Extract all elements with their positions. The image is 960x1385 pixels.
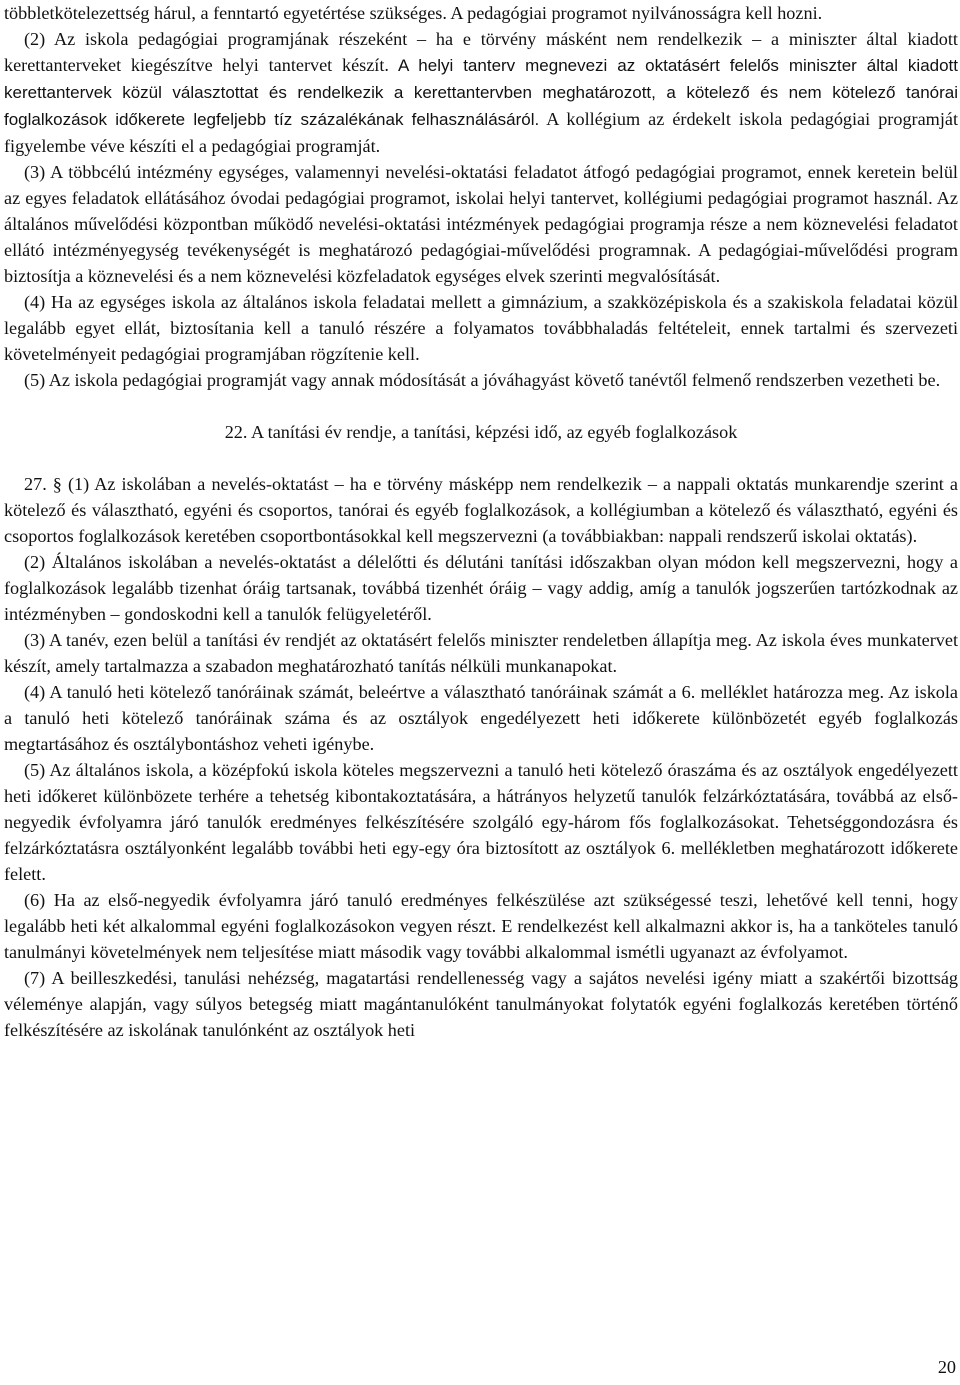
page-number: 20 xyxy=(937,1357,956,1377)
paragraph-27-3 xyxy=(4,627,958,679)
paragraph-text: (2) Az iskola pedagógiai programjának részeként – ha e törvény másként nem rendelkezik – a miniszter által kiadott kerettanterveket kiegészítve helyi tantervet készít. xyxy=(4,29,958,75)
paragraph-text: A kollégium az érdekelt iskola pedagógiai programját figyelembe véve készíti el a pedagógiai programját. xyxy=(4,109,958,156)
paragraph-text: Az iskola a tanuló heti kötelező tanóráinak száma és az osztályok engedélyezett heti időkerete különbözetét egyéb foglalkozás megtartásához és osztálybontáshoz veheti igénybe. xyxy=(4,682,959,754)
paragraph-text: (4) A tanuló heti kötelező tanóráinak számát, beleértve a választható tanóráinak számát a 6. melléklet határozza meg. xyxy=(24,682,889,702)
paragraph-27-1 xyxy=(4,471,958,549)
paragraph-text: (3) A tanév, ezen belül a tanítási év rendjét az oktatásért felelős miniszter rendeletben állapítja meg. Az iskola éves munkatervet készít, amely tartalmazza a szabadon meghatározható tanítás nélküli munkanapokat. xyxy=(4,630,958,676)
paragraph-27-2 xyxy=(4,549,958,627)
paragraph-21-4 xyxy=(4,289,958,367)
paragraph-27-5 xyxy=(4,757,958,887)
paragraph-text: (3) A többcélú intézmény egységes, valamennyi nevelési-oktatási feladatot átfogó pedagógiai programot, ennek keretein belül az egyes feladatok ellátásához óvodai pedagógiai programot, iskolai helyi tantervet, kollégiumi pedagógiai programot használ. Az általános művelődési központban működő nevelési-oktatási intézmények pedagógiai programja része a nem köznevelési feladatot ellátó intézményegység tevékenységét is meghatározó pedagógiai-művelődési programnak. A pedagógiai-művelődési program biztosítja a köznevelési és a nem köznevelési közfeladatok egységes elvek szerinti megvalósítását. xyxy=(4,162,958,286)
document-page xyxy=(4,0,958,1043)
paragraph-27-4 xyxy=(4,679,958,757)
paragraph-text: (4) Ha az egységes iskola az általános iskola feladatai mellett a gimnázium, a szakközépiskola és a szakiskola feladatai közül legalább egyet ellát, biztosítania kell a tanuló részére a folyamatos továbbhaladás feltételeit, ennek tartalmi és szervezeti követelményeit pedagógiai programjában rögzítenie kell. xyxy=(4,292,958,364)
section-heading xyxy=(4,419,958,445)
paragraph-text: (7) A beilleszkedési, tanulási nehézség, magatartási rendellenesség vagy a sajátos nevelési igény miatt a szakértői bizottság véleménye alapján, vagy súlyos betegség miatt magántanulóként tanulmányokat folytatók egyéni foglalkozás keretében történő felkészítésére az iskolának tanulónként az osztályok heti xyxy=(4,968,958,1040)
paragraph-21-2 xyxy=(4,26,958,159)
section-heading-text: 22. A tanítási év rendje, a tanítási, képzési idő, az egyéb foglalkozások xyxy=(224,422,738,442)
paragraph-21-3 xyxy=(4,159,958,289)
paragraph-text: többletkötelezettség hárul, a fenntartó egyetértése szükséges. A pedagógiai programot nyilvánosságra kell hozni. xyxy=(4,3,823,23)
paragraph-text: 27. § (1) Az iskolában a nevelés-oktatást – ha e törvény másképp nem rendelkezik – a nappali oktatás munkarendje szerint a kötelező és választható, egyéni és csoportos, tanórai és egyéb foglalkozások, a kollégiumban a kötelező és választható, egyéni és csoportos foglalkozások keretében csoportbontásokkal kell megszervezni (a továbbiakban: nappali rendszerű iskolai oktatás). xyxy=(4,474,958,546)
paragraph-27-7 xyxy=(4,965,958,1043)
paragraph-text: (5) Az iskola pedagógiai programját vagy annak módosítását a jóváhagyást követő tanévtől felmenő rendszerben vezetheti be. xyxy=(24,370,941,390)
paragraph-21-5 xyxy=(4,367,958,393)
paragraph-text: (2) Általános iskolában a nevelés-oktatást a délelőtti és délutáni tanítási időszakban olyan módon kell megszervezni, hogy a foglalkozások legalább tizenhat óráig tartsanak, továbbá tizenhét óráig – vagy addig, amíg a tanulók jogszerűen tartózkodnak az intézményben – gondoskodni kell a tanulók felügyeletéről. xyxy=(4,552,958,624)
paragraph-text: (6) Ha az első-negyedik évfolyamra járó tanuló eredményes felkészülése azt szükségessé teszi, lehetővé kell tenni, hogy legalább heti két alkalommal egyéni foglalkozásokon vegyen részt. E rendelkezést kell alkalmazni akkor is, ha a tanköteles tanuló tanulmányi követelmények nem teljesítése miatt második vagy további alkalommal ismétli ugyanazt az évfolyamot. xyxy=(4,890,958,962)
paragraph-intro-tail xyxy=(4,0,958,26)
paragraph-27-6 xyxy=(4,887,958,965)
paragraph-text-sans: A helyi tanterv megnevezi az oktatásért felelős miniszter által kiadott kerettantervek közül választottat és rendelkezik a kerettantervben meghatározott, a kötelező és nem kötelező tanórai foglalkozások időkerete legfeljebb tíz százalékának felhasználásáról. xyxy=(4,56,958,129)
paragraph-text: (5) Az általános iskola, a középfokú iskola köteles megszervezni a tanuló heti kötelező óraszáma és az osztályok engedélyezett heti időkeret különbözete terhére a tehetség kibontakoztatására, a hátrányos helyzetű tanulók felzárkóztatására, továbbá az első-negyedik évfolyamra járó tanulók eredményes felkészítésére szolgáló egy-három fős foglalkozásokat. Tehetséggondozásra és felzárkóztatásra osztályonként legalább további heti egy-egy óra biztosított az osztályok 6. mellékletben meghatározott időkerete felett. xyxy=(4,760,958,884)
